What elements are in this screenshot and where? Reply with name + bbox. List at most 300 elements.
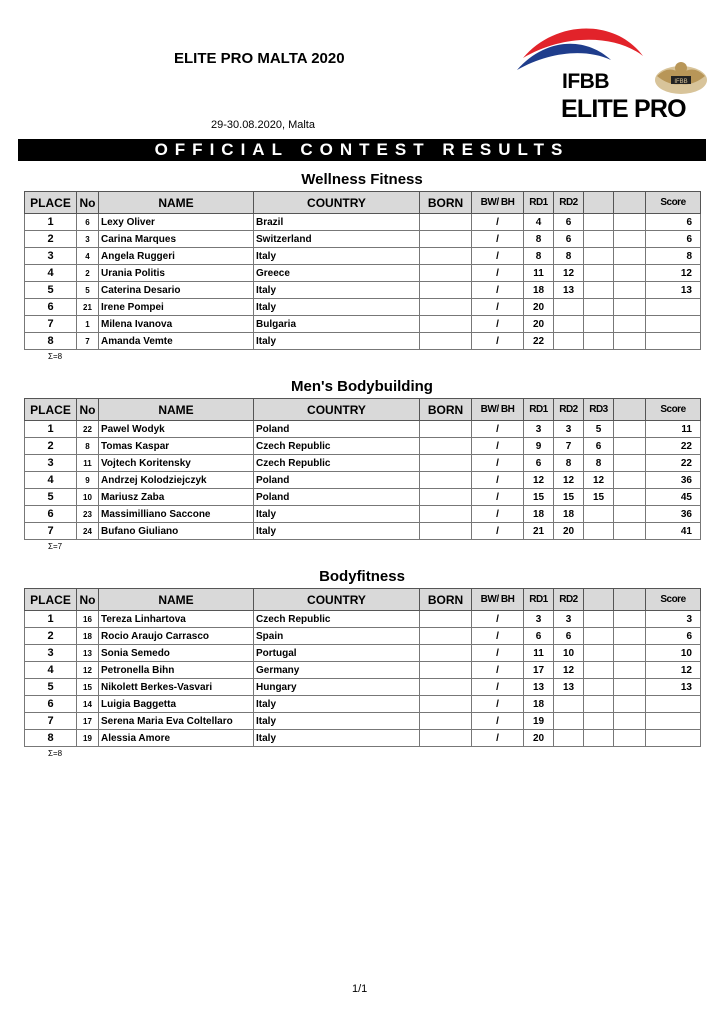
cell-name: Rocio Araujo Carrasco	[99, 628, 254, 645]
cell-born	[420, 679, 472, 696]
cell-bw-bh: /	[472, 421, 524, 438]
cell-rd3	[584, 333, 614, 350]
cell-no: 13	[77, 645, 99, 662]
table-row	[25, 679, 701, 696]
cell-extra	[614, 455, 646, 472]
table-row	[25, 265, 701, 282]
table-row	[25, 438, 701, 455]
cell-place: 5	[25, 489, 77, 506]
cell-no: 14	[77, 696, 99, 713]
cell-no: 3	[77, 231, 99, 248]
cell-score: 8	[646, 248, 701, 265]
cell-no: 17	[77, 713, 99, 730]
cell-score	[646, 713, 701, 730]
cell-born	[420, 730, 472, 747]
cell-extra	[614, 713, 646, 730]
cell-rd3	[584, 662, 614, 679]
cell-rd1: 20	[524, 316, 554, 333]
column-header-extra	[614, 589, 646, 611]
cell-place: 5	[25, 282, 77, 299]
cell-rd2: 12	[554, 472, 584, 489]
table-header-row	[25, 192, 701, 214]
cell-score: 22	[646, 455, 701, 472]
cell-name: Andrzej Kolodziejczyk	[99, 472, 254, 489]
cell-bw-bh: /	[472, 611, 524, 628]
cell-rd1: 8	[524, 248, 554, 265]
column-header-rd1: RD1	[524, 399, 554, 421]
cell-extra	[614, 299, 646, 316]
cell-rd2: 6	[554, 628, 584, 645]
cell-born	[420, 231, 472, 248]
cell-rd3	[584, 679, 614, 696]
cell-place: 4	[25, 472, 77, 489]
cell-rd2: 12	[554, 265, 584, 282]
cell-rd2: 8	[554, 455, 584, 472]
cell-extra	[614, 333, 646, 350]
cell-score	[646, 730, 701, 747]
cell-score: 36	[646, 506, 701, 523]
section-title: Bodyfitness	[319, 568, 405, 585]
cell-score: 10	[646, 645, 701, 662]
cell-extra	[614, 472, 646, 489]
cell-name: Tereza Linhartova	[99, 611, 254, 628]
cell-born	[420, 472, 472, 489]
cell-born	[420, 611, 472, 628]
cell-bw-bh: /	[472, 662, 524, 679]
cell-country: Italy	[254, 248, 420, 265]
cell-place: 7	[25, 713, 77, 730]
cell-country: Italy	[254, 696, 420, 713]
table-row	[25, 628, 701, 645]
cell-extra	[614, 214, 646, 231]
cell-country: Italy	[254, 282, 420, 299]
cell-name: Luigia Baggetta	[99, 696, 254, 713]
cell-extra	[614, 421, 646, 438]
cell-name: Vojtech Koritensky	[99, 455, 254, 472]
cell-country: Poland	[254, 421, 420, 438]
cell-score: 13	[646, 282, 701, 299]
cell-born	[420, 265, 472, 282]
cell-extra	[614, 489, 646, 506]
cell-name: Massimilliano Saccone	[99, 506, 254, 523]
table-row	[25, 489, 701, 506]
cell-name: Petronella Bihn	[99, 662, 254, 679]
cell-country: Portugal	[254, 645, 420, 662]
table-row	[25, 455, 701, 472]
cell-bw-bh: /	[472, 248, 524, 265]
cell-bw-bh: /	[472, 333, 524, 350]
cell-rd1: 11	[524, 265, 554, 282]
results-table	[24, 588, 701, 747]
cell-born	[420, 333, 472, 350]
logo-text-ifbb: IFBB	[562, 70, 609, 93]
cell-name: Lexy Oliver	[99, 214, 254, 231]
table-row	[25, 611, 701, 628]
cell-place: 3	[25, 645, 77, 662]
cell-country: Poland	[254, 489, 420, 506]
cell-name: Alessia Amore	[99, 730, 254, 747]
event-dates: 29-30.08.2020, Malta	[211, 119, 315, 131]
cell-rd3	[584, 316, 614, 333]
cell-rd3	[584, 214, 614, 231]
cell-country: Spain	[254, 628, 420, 645]
cell-country: Hungary	[254, 679, 420, 696]
cell-bw-bh: /	[472, 506, 524, 523]
cell-rd3: 5	[584, 421, 614, 438]
cell-rd1: 17	[524, 662, 554, 679]
cell-born	[420, 248, 472, 265]
cell-rd1: 18	[524, 696, 554, 713]
cell-extra	[614, 265, 646, 282]
section-title: Men's Bodybuilding	[291, 378, 433, 395]
cell-place: 6	[25, 506, 77, 523]
cell-country: Italy	[254, 713, 420, 730]
cell-rd3	[584, 730, 614, 747]
table-row	[25, 645, 701, 662]
cell-rd2	[554, 333, 584, 350]
cell-bw-bh: /	[472, 455, 524, 472]
event-title: ELITE PRO MALTA 2020	[174, 50, 345, 67]
cell-rd2	[554, 299, 584, 316]
cell-rd2: 15	[554, 489, 584, 506]
cell-place: 2	[25, 628, 77, 645]
cell-extra	[614, 662, 646, 679]
cell-name: Milena Ivanova	[99, 316, 254, 333]
cell-rd3	[584, 611, 614, 628]
cell-country: Italy	[254, 730, 420, 747]
table-header-row	[25, 589, 701, 611]
cell-born	[420, 523, 472, 540]
column-header-country: COUNTRY	[254, 399, 420, 421]
cell-country: Italy	[254, 506, 420, 523]
column-header-no: No	[77, 589, 99, 611]
cell-country: Germany	[254, 662, 420, 679]
cell-score: 3	[646, 611, 701, 628]
table-row	[25, 231, 701, 248]
cell-born	[420, 214, 472, 231]
cell-bw-bh: /	[472, 472, 524, 489]
cell-bw-bh: /	[472, 489, 524, 506]
results-table	[24, 398, 701, 540]
cell-rd2: 13	[554, 679, 584, 696]
cell-bw-bh: /	[472, 316, 524, 333]
results-section	[24, 170, 700, 361]
cell-score: 6	[646, 214, 701, 231]
cell-bw-bh: /	[472, 282, 524, 299]
cell-born	[420, 489, 472, 506]
competitor-count: Σ=8	[48, 352, 63, 361]
cell-score: 12	[646, 662, 701, 679]
cell-no: 1	[77, 316, 99, 333]
cell-rd2: 6	[554, 214, 584, 231]
cell-no: 7	[77, 333, 99, 350]
cell-country: Switzerland	[254, 231, 420, 248]
cell-rd2: 12	[554, 662, 584, 679]
cell-rd1: 20	[524, 299, 554, 316]
table-row	[25, 282, 701, 299]
results-section	[24, 567, 700, 758]
cell-score	[646, 333, 701, 350]
official-results-banner: OFFICIAL CONTEST RESULTS	[18, 139, 706, 161]
cell-no: 8	[77, 438, 99, 455]
page-number: 1/1	[352, 983, 368, 995]
column-header-no: No	[77, 399, 99, 421]
cell-rd1: 3	[524, 611, 554, 628]
cell-born	[420, 645, 472, 662]
cell-extra	[614, 438, 646, 455]
column-header-rd1: RD1	[524, 589, 554, 611]
cell-rd1: 8	[524, 231, 554, 248]
cell-score: 36	[646, 472, 701, 489]
cell-born	[420, 282, 472, 299]
cell-no: 2	[77, 265, 99, 282]
cell-place: 4	[25, 662, 77, 679]
cell-rd2: 10	[554, 645, 584, 662]
cell-place: 1	[25, 421, 77, 438]
cell-country: Czech Republic	[254, 438, 420, 455]
table-row	[25, 248, 701, 265]
cell-no: 16	[77, 611, 99, 628]
column-header-name: NAME	[99, 192, 254, 214]
column-header-country: COUNTRY	[254, 589, 420, 611]
table-row	[25, 730, 701, 747]
cell-no: 9	[77, 472, 99, 489]
cell-extra	[614, 248, 646, 265]
cell-born	[420, 438, 472, 455]
cell-name: Amanda Vemte	[99, 333, 254, 350]
cell-no: 5	[77, 282, 99, 299]
cell-country: Poland	[254, 472, 420, 489]
cell-extra	[614, 645, 646, 662]
cell-place: 8	[25, 730, 77, 747]
cell-rd1: 18	[524, 506, 554, 523]
cell-rd2: 3	[554, 611, 584, 628]
cell-name: Irene Pompei	[99, 299, 254, 316]
cell-rd1: 13	[524, 679, 554, 696]
cell-name: Serena Maria Eva Coltellaro	[99, 713, 254, 730]
cell-name: Caterina Desario	[99, 282, 254, 299]
results-section	[24, 377, 700, 551]
competitor-count: Σ=7	[48, 542, 63, 551]
cell-bw-bh: /	[472, 299, 524, 316]
cell-score: 12	[646, 265, 701, 282]
table-row	[25, 662, 701, 679]
column-header-place: PLACE	[25, 399, 77, 421]
cell-name: Pawel Wodyk	[99, 421, 254, 438]
cell-bw-bh: /	[472, 696, 524, 713]
cell-no: 10	[77, 489, 99, 506]
cell-rd2: 18	[554, 506, 584, 523]
cell-name: Nikolett Berkes-Vasvari	[99, 679, 254, 696]
ifbb-elite-pro-logo	[515, 20, 715, 128]
cell-rd1: 20	[524, 730, 554, 747]
table-row	[25, 299, 701, 316]
cell-rd3: 8	[584, 455, 614, 472]
cell-place: 6	[25, 299, 77, 316]
cell-bw-bh: /	[472, 730, 524, 747]
column-header-place: PLACE	[25, 589, 77, 611]
cell-score: 22	[646, 438, 701, 455]
cell-score	[646, 696, 701, 713]
table-row	[25, 472, 701, 489]
cell-country: Greece	[254, 265, 420, 282]
cell-rd3: 15	[584, 489, 614, 506]
cell-name: Sonia Semedo	[99, 645, 254, 662]
cell-born	[420, 506, 472, 523]
column-header-bw-bh: BW/ BH	[472, 589, 524, 611]
competitor-count: Σ=8	[48, 749, 63, 758]
column-header-score: Score	[646, 399, 701, 421]
cell-rd1: 6	[524, 628, 554, 645]
cell-rd1: 19	[524, 713, 554, 730]
table-row	[25, 696, 701, 713]
cell-rd3	[584, 506, 614, 523]
cell-rd1: 12	[524, 472, 554, 489]
column-header-place: PLACE	[25, 192, 77, 214]
cell-rd2: 3	[554, 421, 584, 438]
cell-extra	[614, 282, 646, 299]
cell-no: 22	[77, 421, 99, 438]
cell-score: 11	[646, 421, 701, 438]
cell-born	[420, 713, 472, 730]
cell-place: 5	[25, 679, 77, 696]
cell-rd1: 18	[524, 282, 554, 299]
bodybuilder-emblem-icon	[651, 56, 711, 100]
cell-rd3	[584, 713, 614, 730]
column-header-name: NAME	[99, 399, 254, 421]
cell-no: 24	[77, 523, 99, 540]
column-header-score: Score	[646, 589, 701, 611]
cell-name: Bufano Giuliano	[99, 523, 254, 540]
table-row	[25, 214, 701, 231]
cell-bw-bh: /	[472, 713, 524, 730]
cell-bw-bh: /	[472, 523, 524, 540]
cell-rd3	[584, 282, 614, 299]
cell-bw-bh: /	[472, 645, 524, 662]
cell-rd1: 3	[524, 421, 554, 438]
column-header-rd3	[584, 589, 614, 611]
cell-name: Mariusz Zaba	[99, 489, 254, 506]
cell-rd2: 13	[554, 282, 584, 299]
cell-country: Czech Republic	[254, 455, 420, 472]
svg-text:IFBB: IFBB	[674, 79, 688, 85]
cell-score	[646, 299, 701, 316]
cell-place: 8	[25, 333, 77, 350]
cell-name: Tomas Kaspar	[99, 438, 254, 455]
cell-country: Italy	[254, 299, 420, 316]
cell-born	[420, 628, 472, 645]
cell-bw-bh: /	[472, 231, 524, 248]
column-header-bw-bh: BW/ BH	[472, 192, 524, 214]
table-row	[25, 316, 701, 333]
cell-rd2	[554, 713, 584, 730]
cell-extra	[614, 679, 646, 696]
cell-rd1: 9	[524, 438, 554, 455]
cell-name: Angela Ruggeri	[99, 248, 254, 265]
column-header-extra	[614, 399, 646, 421]
cell-extra	[614, 506, 646, 523]
cell-rd2: 8	[554, 248, 584, 265]
cell-place: 7	[25, 523, 77, 540]
cell-place: 2	[25, 231, 77, 248]
logo-text-elite-pro: ELITE PRO	[561, 95, 686, 123]
column-header-rd2: RD2	[554, 589, 584, 611]
column-header-born: BORN	[420, 192, 472, 214]
cell-place: 1	[25, 214, 77, 231]
cell-no: 21	[77, 299, 99, 316]
cell-rd1: 15	[524, 489, 554, 506]
cell-country: Czech Republic	[254, 611, 420, 628]
cell-score: 41	[646, 523, 701, 540]
column-header-rd3	[584, 192, 614, 214]
cell-no: 4	[77, 248, 99, 265]
cell-score: 45	[646, 489, 701, 506]
cell-rd3	[584, 299, 614, 316]
cell-score: 13	[646, 679, 701, 696]
cell-no: 19	[77, 730, 99, 747]
column-header-rd1: RD1	[524, 192, 554, 214]
cell-place: 2	[25, 438, 77, 455]
cell-name: Urania Politis	[99, 265, 254, 282]
cell-born	[420, 316, 472, 333]
cell-rd3	[584, 696, 614, 713]
cell-score	[646, 316, 701, 333]
section-title: Wellness Fitness	[301, 171, 423, 188]
cell-place: 3	[25, 248, 77, 265]
cell-name: Carina Marques	[99, 231, 254, 248]
cell-country: Bulgaria	[254, 316, 420, 333]
cell-extra	[614, 611, 646, 628]
cell-place: 1	[25, 611, 77, 628]
cell-rd1: 6	[524, 455, 554, 472]
results-table	[24, 191, 701, 350]
column-header-rd2: RD2	[554, 192, 584, 214]
cell-rd1: 22	[524, 333, 554, 350]
cell-rd2	[554, 316, 584, 333]
cell-rd3: 6	[584, 438, 614, 455]
cell-extra	[614, 696, 646, 713]
cell-extra	[614, 316, 646, 333]
cell-rd3	[584, 523, 614, 540]
column-header-rd2: RD2	[554, 399, 584, 421]
cell-place: 7	[25, 316, 77, 333]
cell-score: 6	[646, 628, 701, 645]
cell-score: 6	[646, 231, 701, 248]
cell-rd3	[584, 265, 614, 282]
cell-bw-bh: /	[472, 679, 524, 696]
column-header-name: NAME	[99, 589, 254, 611]
table-row	[25, 421, 701, 438]
cell-rd2: 6	[554, 231, 584, 248]
cell-place: 6	[25, 696, 77, 713]
cell-bw-bh: /	[472, 438, 524, 455]
column-header-country: COUNTRY	[254, 192, 420, 214]
cell-rd3: 12	[584, 472, 614, 489]
cell-no: 6	[77, 214, 99, 231]
table-row	[25, 523, 701, 540]
cell-rd2	[554, 730, 584, 747]
column-header-born: BORN	[420, 589, 472, 611]
cell-extra	[614, 231, 646, 248]
cell-rd1: 11	[524, 645, 554, 662]
cell-rd3	[584, 645, 614, 662]
table-row	[25, 506, 701, 523]
cell-no: 23	[77, 506, 99, 523]
cell-born	[420, 421, 472, 438]
cell-no: 18	[77, 628, 99, 645]
cell-country: Italy	[254, 523, 420, 540]
cell-place: 3	[25, 455, 77, 472]
